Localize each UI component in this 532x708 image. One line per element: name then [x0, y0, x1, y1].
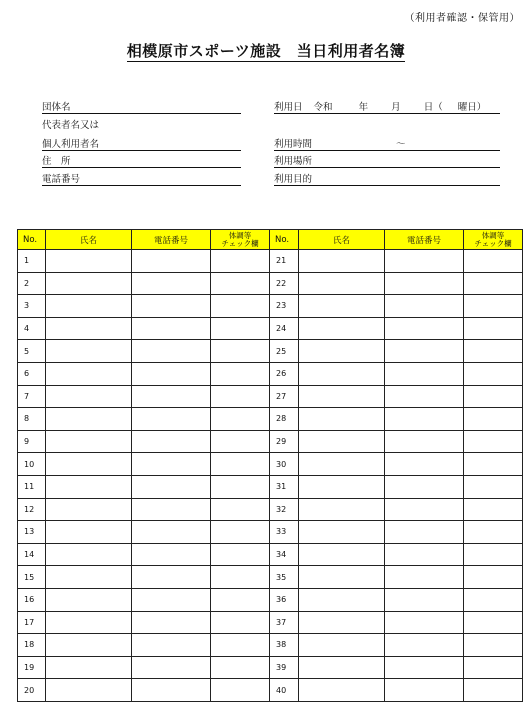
phone-cell[interactable]	[385, 317, 464, 340]
health-check-cell[interactable]	[464, 385, 523, 408]
health-check-cell[interactable]	[464, 362, 523, 385]
health-check-cell[interactable]	[211, 475, 270, 498]
health-check-cell[interactable]	[464, 498, 523, 521]
row-number: 36	[270, 588, 299, 611]
health-check-cell[interactable]	[211, 430, 270, 453]
name-cell[interactable]	[46, 634, 132, 657]
row-number: 35	[270, 566, 299, 589]
phone-cell[interactable]	[132, 634, 211, 657]
name-cell[interactable]	[299, 656, 385, 679]
phone-cell[interactable]	[132, 543, 211, 566]
name-cell[interactable]	[46, 656, 132, 679]
phone-cell[interactable]	[385, 430, 464, 453]
row-number: 30	[270, 453, 299, 476]
name-cell[interactable]	[46, 250, 132, 273]
header-health-check-line1: 体調等	[228, 230, 252, 240]
name-cell[interactable]	[46, 272, 132, 295]
usage-date-field[interactable]	[274, 102, 500, 114]
row-number: 11	[18, 475, 46, 498]
time-range-tilde: ～	[396, 139, 406, 150]
page-title-text: 相模原市スポーツ施設 当日利用者名簿	[126, 42, 406, 60]
name-cell[interactable]	[299, 272, 385, 295]
row-number: 3	[18, 295, 46, 318]
usage-purpose-field[interactable]	[274, 174, 500, 186]
health-check-cell[interactable]	[211, 453, 270, 476]
row-number: 28	[270, 408, 299, 431]
phone-cell[interactable]	[385, 385, 464, 408]
table-row	[18, 656, 523, 679]
name-cell[interactable]	[46, 475, 132, 498]
health-check-cell[interactable]	[464, 656, 523, 679]
table-row	[18, 498, 523, 521]
phone-cell[interactable]	[132, 385, 211, 408]
table-row	[18, 475, 523, 498]
row-number: 16	[18, 588, 46, 611]
phone-cell[interactable]	[132, 679, 211, 702]
health-check-cell[interactable]	[211, 250, 270, 273]
table-row	[18, 679, 523, 702]
usage-purpose-label: 利用目的	[274, 174, 313, 185]
header-name: 氏名	[299, 230, 385, 250]
name-cell[interactable]	[299, 250, 385, 273]
phone-cell[interactable]	[132, 521, 211, 544]
address-label: 住 所	[42, 156, 71, 167]
name-cell[interactable]	[299, 611, 385, 634]
row-number: 33	[270, 521, 299, 544]
row-number: 32	[270, 498, 299, 521]
phone-cell[interactable]	[132, 362, 211, 385]
health-check-cell[interactable]	[211, 295, 270, 318]
phone-cell[interactable]	[385, 611, 464, 634]
header-name: 氏名	[46, 230, 132, 250]
page-title	[0, 40, 532, 61]
phone-cell[interactable]	[132, 611, 211, 634]
health-check-cell[interactable]	[211, 566, 270, 589]
phone-cell[interactable]	[132, 498, 211, 521]
row-number: 18	[18, 634, 46, 657]
name-cell[interactable]	[299, 475, 385, 498]
phone-cell[interactable]	[385, 566, 464, 589]
header-health-check	[211, 230, 270, 250]
table-row	[18, 588, 523, 611]
usage-date-label: 利用日	[274, 102, 303, 113]
header-no: No.	[18, 230, 46, 250]
name-cell[interactable]	[46, 453, 132, 476]
name-cell[interactable]	[46, 385, 132, 408]
phone-cell[interactable]	[385, 656, 464, 679]
phone-cell[interactable]	[132, 453, 211, 476]
phone-label: 電話番号	[42, 174, 81, 185]
row-number: 22	[270, 272, 299, 295]
health-check-cell[interactable]	[464, 521, 523, 544]
weekday-label: 曜日）	[457, 102, 487, 113]
phone-cell[interactable]	[385, 295, 464, 318]
health-check-cell[interactable]	[211, 611, 270, 634]
usage-place-field[interactable]	[274, 156, 500, 168]
phone-cell[interactable]	[385, 453, 464, 476]
day-label: 日（	[423, 102, 443, 113]
name-cell[interactable]	[299, 566, 385, 589]
row-number: 34	[270, 543, 299, 566]
usage-time-label: 利用時間	[274, 139, 313, 150]
phone-field[interactable]	[42, 174, 241, 186]
row-number: 1	[18, 250, 46, 273]
row-number: 31	[270, 475, 299, 498]
table-row	[18, 634, 523, 657]
phone-cell[interactable]	[132, 272, 211, 295]
row-number: 4	[18, 317, 46, 340]
name-cell[interactable]	[299, 385, 385, 408]
phone-cell[interactable]	[132, 250, 211, 273]
phone-cell[interactable]	[385, 272, 464, 295]
table-row	[18, 272, 523, 295]
table-row	[18, 250, 523, 273]
name-cell[interactable]	[299, 679, 385, 702]
name-cell[interactable]	[46, 430, 132, 453]
row-number: 7	[18, 385, 46, 408]
header-phone: 電話番号	[385, 230, 464, 250]
row-number: 6	[18, 362, 46, 385]
name-cell[interactable]	[299, 588, 385, 611]
health-check-cell[interactable]	[464, 543, 523, 566]
health-check-cell[interactable]	[464, 588, 523, 611]
row-number: 15	[18, 566, 46, 589]
name-cell[interactable]	[46, 362, 132, 385]
table-row	[18, 611, 523, 634]
name-cell[interactable]	[46, 498, 132, 521]
name-cell[interactable]	[46, 340, 132, 363]
health-check-cell[interactable]	[211, 408, 270, 431]
health-check-cell[interactable]	[211, 634, 270, 657]
health-check-cell[interactable]	[211, 340, 270, 363]
row-number: 20	[18, 679, 46, 702]
phone-cell[interactable]	[385, 340, 464, 363]
phone-cell[interactable]	[385, 408, 464, 431]
phone-cell[interactable]	[132, 430, 211, 453]
representative-label-line1: 代表者名又は	[42, 120, 100, 131]
group-name-label: 団体名	[42, 102, 71, 113]
name-cell[interactable]	[46, 588, 132, 611]
row-number: 14	[18, 543, 46, 566]
name-cell[interactable]	[46, 543, 132, 566]
name-cell[interactable]	[46, 295, 132, 318]
name-cell[interactable]	[299, 340, 385, 363]
row-number: 23	[270, 295, 299, 318]
header-health-check-line1: 体調等	[481, 230, 505, 240]
roster-table	[17, 229, 523, 702]
row-number: 5	[18, 340, 46, 363]
phone-cell[interactable]	[132, 340, 211, 363]
phone-cell[interactable]	[132, 566, 211, 589]
health-check-cell[interactable]	[211, 656, 270, 679]
table-row	[18, 408, 523, 431]
phone-cell[interactable]	[385, 588, 464, 611]
representative-name-field[interactable]	[42, 139, 241, 151]
row-number: 10	[18, 453, 46, 476]
row-number: 19	[18, 656, 46, 679]
phone-cell[interactable]	[132, 656, 211, 679]
row-number: 27	[270, 385, 299, 408]
table-row	[18, 362, 523, 385]
health-check-cell[interactable]	[211, 498, 270, 521]
name-cell[interactable]	[46, 566, 132, 589]
name-cell[interactable]	[299, 498, 385, 521]
health-check-cell[interactable]	[464, 408, 523, 431]
phone-cell[interactable]	[132, 295, 211, 318]
health-check-cell[interactable]	[464, 250, 523, 273]
name-cell[interactable]	[46, 408, 132, 431]
phone-cell[interactable]	[132, 408, 211, 431]
health-check-cell[interactable]	[211, 521, 270, 544]
health-check-cell[interactable]	[211, 272, 270, 295]
header-phone: 電話番号	[132, 230, 211, 250]
row-number: 40	[270, 679, 299, 702]
table-row	[18, 385, 523, 408]
name-cell[interactable]	[46, 611, 132, 634]
header-health-check-line2: チェック欄	[474, 238, 512, 248]
health-check-cell[interactable]	[464, 679, 523, 702]
roster-body	[18, 250, 523, 702]
name-cell[interactable]	[299, 543, 385, 566]
health-check-cell[interactable]	[464, 430, 523, 453]
health-check-cell[interactable]	[464, 634, 523, 657]
phone-cell[interactable]	[385, 679, 464, 702]
row-number: 39	[270, 656, 299, 679]
row-number: 38	[270, 634, 299, 657]
header-health-check	[464, 230, 523, 250]
address-field[interactable]	[42, 156, 241, 168]
row-number: 24	[270, 317, 299, 340]
header-no: No.	[270, 230, 299, 250]
row-number: 21	[270, 250, 299, 273]
row-number: 13	[18, 521, 46, 544]
row-number: 29	[270, 430, 299, 453]
health-check-cell[interactable]	[464, 611, 523, 634]
row-number: 37	[270, 611, 299, 634]
usage-time-field[interactable]	[274, 139, 500, 151]
row-number: 26	[270, 362, 299, 385]
health-check-cell[interactable]	[211, 588, 270, 611]
name-cell[interactable]	[299, 430, 385, 453]
row-number: 2	[18, 272, 46, 295]
name-cell[interactable]	[46, 317, 132, 340]
phone-cell[interactable]	[385, 543, 464, 566]
name-cell[interactable]	[299, 634, 385, 657]
row-number: 25	[270, 340, 299, 363]
representative-label-line2: 個人利用者名	[42, 139, 100, 150]
health-check-cell[interactable]	[211, 543, 270, 566]
row-number: 8	[18, 408, 46, 431]
health-check-cell[interactable]	[464, 453, 523, 476]
phone-cell[interactable]	[385, 521, 464, 544]
table-row	[18, 543, 523, 566]
phone-cell[interactable]	[385, 362, 464, 385]
era-label: 令和	[313, 102, 333, 113]
table-row	[18, 430, 523, 453]
health-check-cell[interactable]	[464, 566, 523, 589]
name-cell[interactable]	[46, 521, 132, 544]
name-cell[interactable]	[46, 679, 132, 702]
name-cell[interactable]	[299, 295, 385, 318]
year-label: 年	[358, 102, 369, 113]
table-row	[18, 317, 523, 340]
table-row	[18, 340, 523, 363]
usage-place-label: 利用場所	[274, 156, 313, 167]
table-row	[18, 295, 523, 318]
row-number: 12	[18, 498, 46, 521]
phone-cell[interactable]	[385, 250, 464, 273]
name-cell[interactable]	[299, 362, 385, 385]
phone-cell[interactable]	[385, 634, 464, 657]
table-row	[18, 566, 523, 589]
table-header-row	[18, 230, 523, 250]
phone-cell[interactable]	[132, 475, 211, 498]
name-cell[interactable]	[299, 408, 385, 431]
table-row	[18, 521, 523, 544]
health-check-cell[interactable]	[464, 475, 523, 498]
phone-cell[interactable]	[132, 588, 211, 611]
health-check-cell[interactable]	[464, 340, 523, 363]
row-number: 9	[18, 430, 46, 453]
name-cell[interactable]	[299, 317, 385, 340]
health-check-cell[interactable]	[211, 385, 270, 408]
phone-cell[interactable]	[385, 498, 464, 521]
month-label: 月	[391, 102, 401, 113]
group-name-field[interactable]	[42, 102, 241, 114]
health-check-cell[interactable]	[464, 272, 523, 295]
name-cell[interactable]	[299, 521, 385, 544]
phone-cell[interactable]	[132, 317, 211, 340]
health-check-cell[interactable]	[211, 317, 270, 340]
health-check-cell[interactable]	[464, 295, 523, 318]
usage-note: （利用者確認・保管用）	[404, 13, 520, 24]
table-row	[18, 453, 523, 476]
name-cell[interactable]	[299, 453, 385, 476]
health-check-cell[interactable]	[464, 317, 523, 340]
health-check-cell[interactable]	[211, 362, 270, 385]
header-health-check-line2: チェック欄	[221, 238, 259, 248]
row-number: 17	[18, 611, 46, 634]
health-check-cell[interactable]	[211, 679, 270, 702]
phone-cell[interactable]	[385, 475, 464, 498]
